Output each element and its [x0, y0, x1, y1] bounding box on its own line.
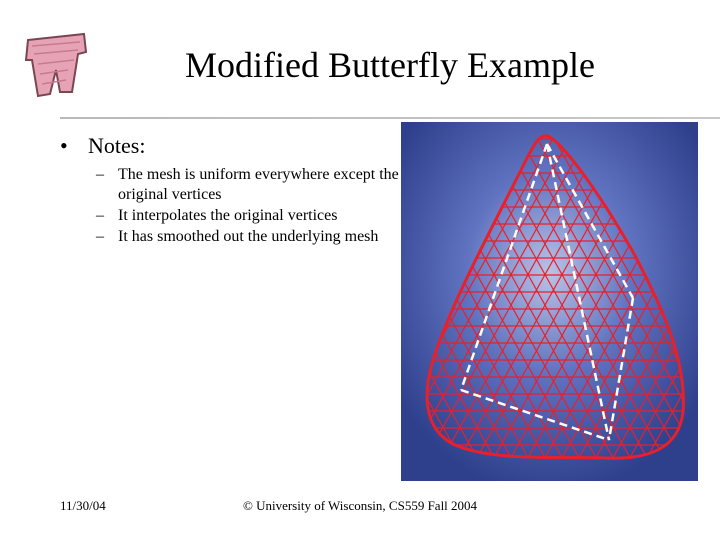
- sub-bullet-list: [96, 165, 406, 248]
- footer-copyright: © University of Wisconsin, CS559 Fall 2004: [242, 498, 478, 513]
- sub-bullet-text: It interpolates the original vertices: [118, 207, 338, 224]
- dash-marker: –: [96, 207, 104, 224]
- sub-bullet: [96, 206, 406, 226]
- dash-marker: –: [96, 228, 104, 245]
- footer-date: 11/30/04: [60, 498, 106, 513]
- sub-bullet: [96, 227, 406, 247]
- bullet-label: Notes:: [88, 133, 146, 158]
- sub-bullet-text: It has smoothed out the underlying mesh: [118, 228, 379, 245]
- title-divider: [60, 117, 720, 119]
- bullet-marker: •: [60, 133, 68, 158]
- sub-bullet-text: The mesh is uniform everywhere except the original vertices: [118, 166, 399, 203]
- slide-title: Modified Butterfly Example: [185, 45, 595, 85]
- wisconsin-w-logo-icon: [22, 30, 92, 102]
- sub-bullet: [96, 165, 406, 205]
- bullet-notes: [60, 132, 145, 160]
- dash-marker: –: [96, 166, 104, 183]
- butterfly-mesh-image: [401, 122, 698, 481]
